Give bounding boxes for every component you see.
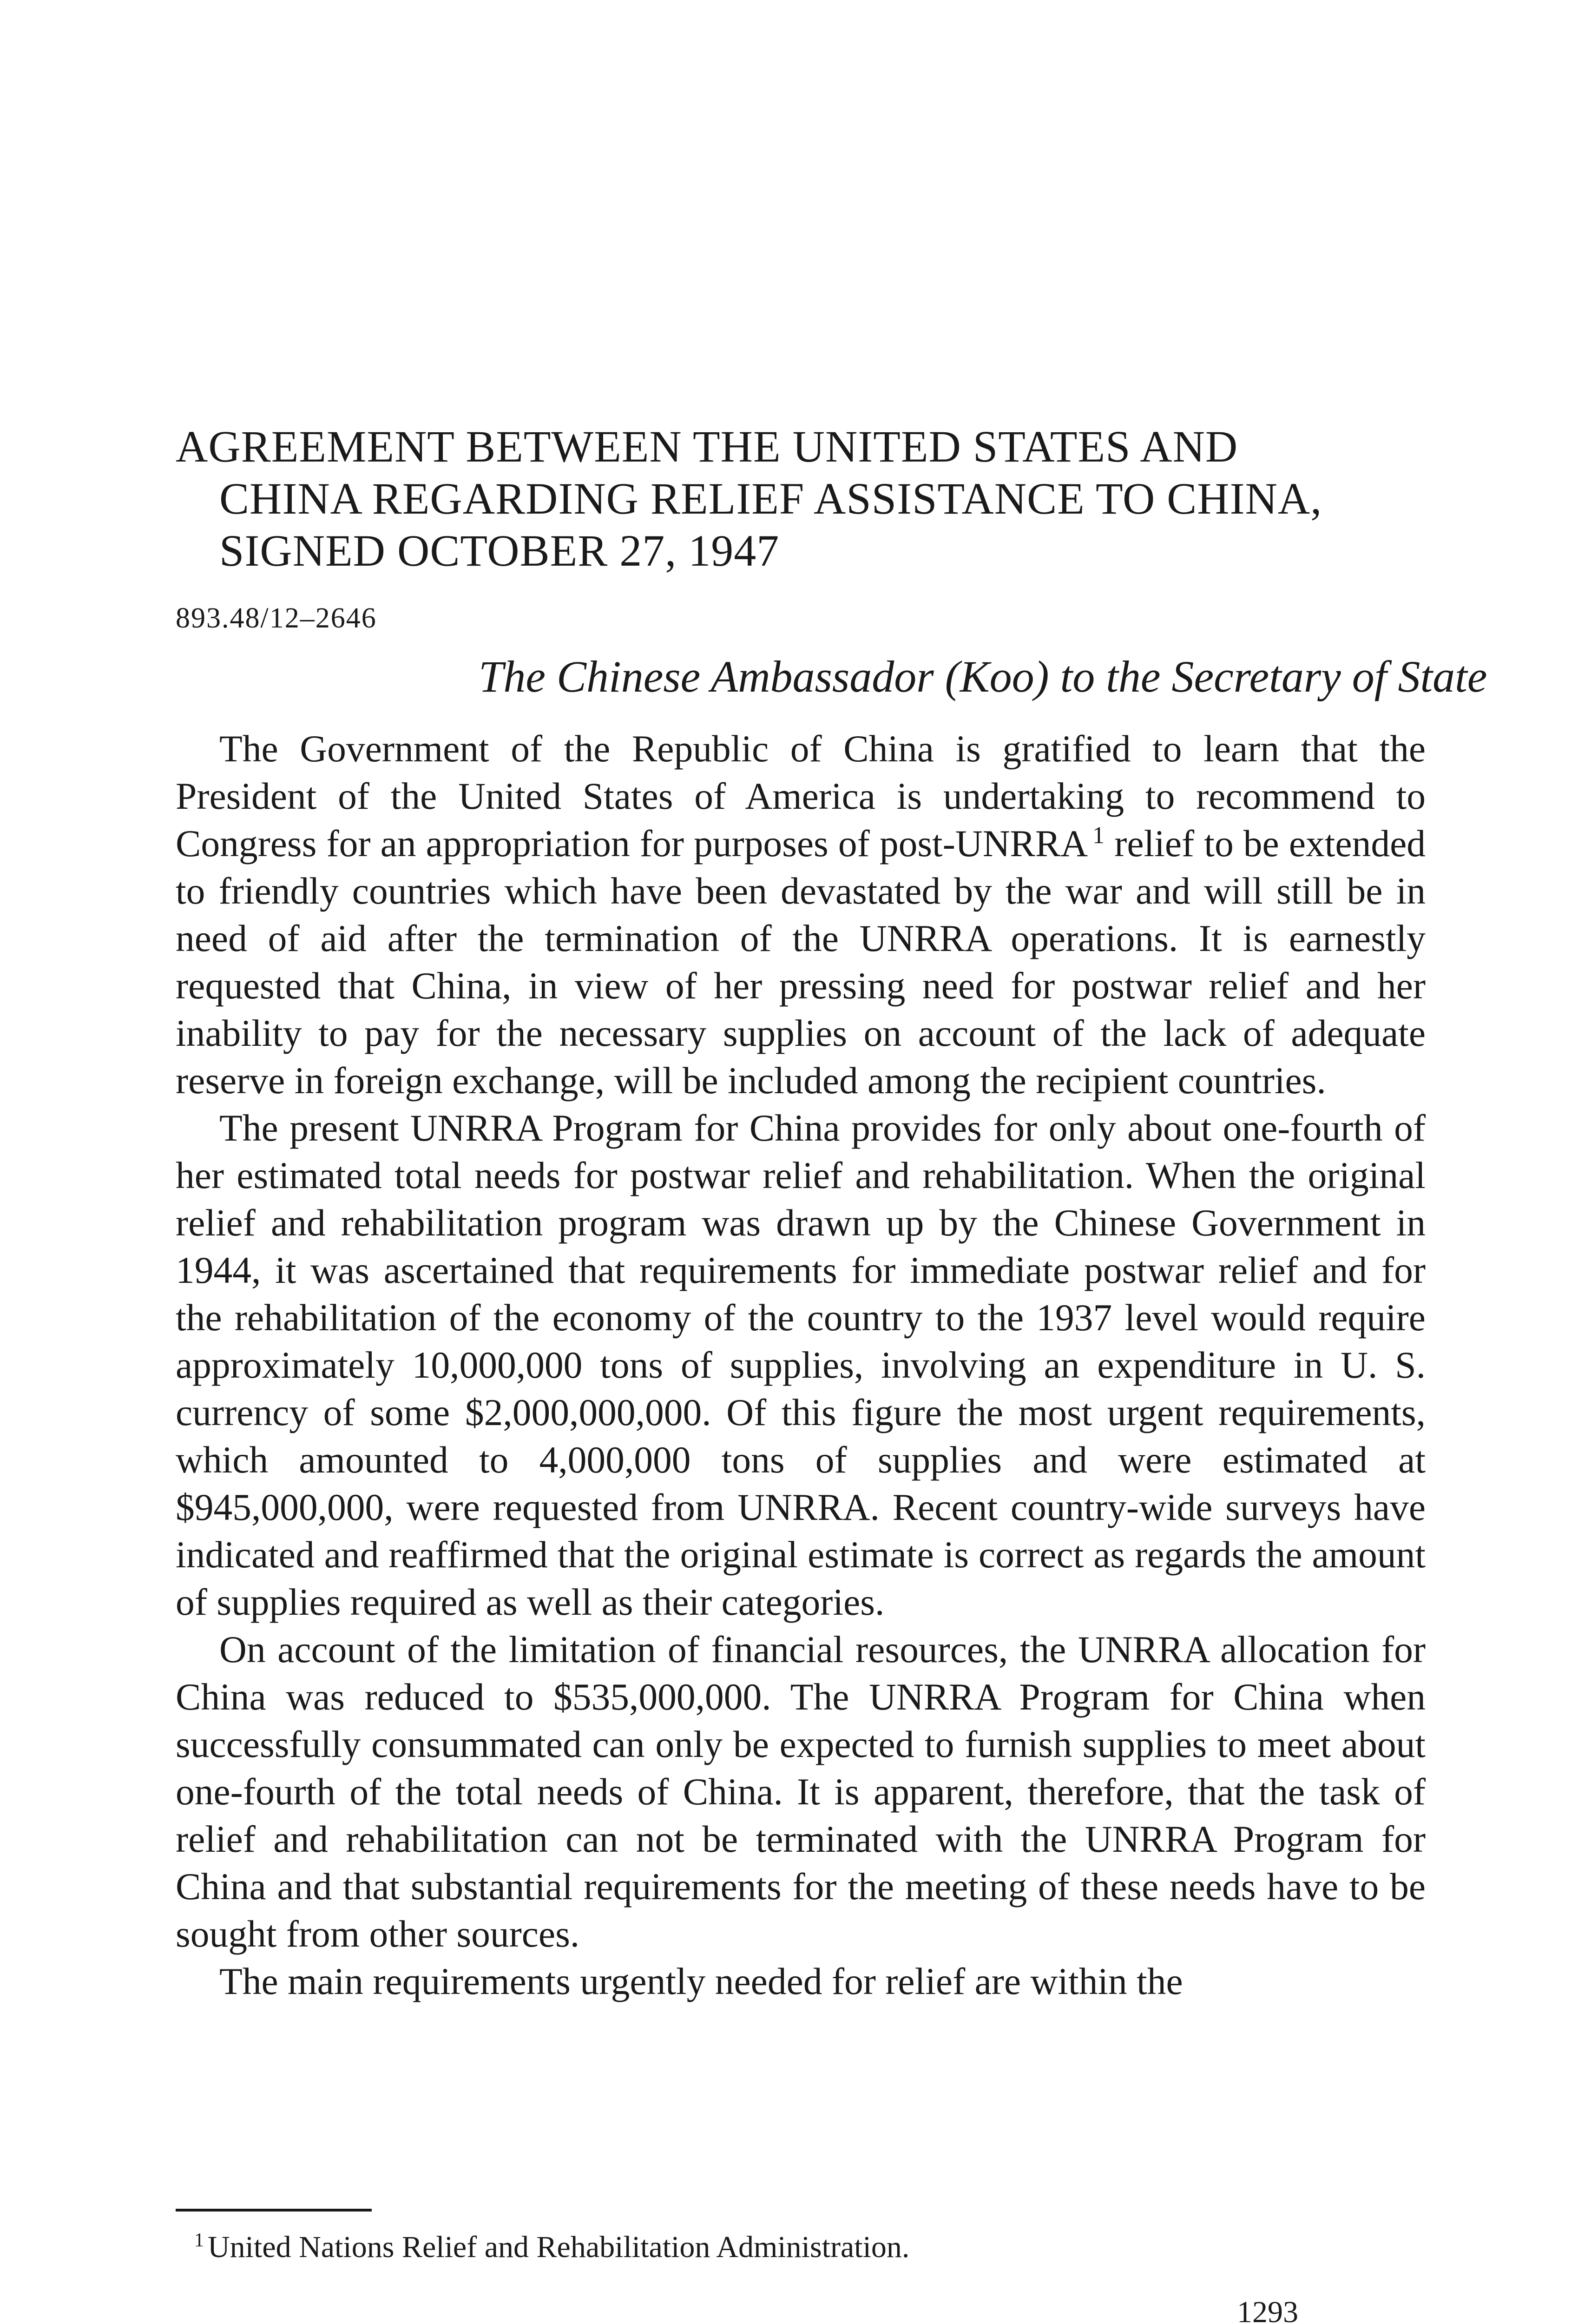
- file-number: 893.48/12–2646: [176, 602, 377, 634]
- document-heading: [176, 421, 1430, 577]
- footnote-reference: 1: [1092, 822, 1105, 849]
- footnote-text: United Nations Relief and Rehabilitation Administration.: [208, 2230, 910, 2264]
- page-number: 1293: [1237, 2295, 1298, 2324]
- heading-line-1: AGREEMENT BETWEEN THE UNITED STATES AND: [176, 422, 1238, 471]
- paragraph-1-text-a: The Government of the Republic of China is gratified to learn that the President of the United States of America is undertaking to recommend to Congress for an appropriation for purposes of post-UNRRA: [176, 727, 1426, 865]
- paragraph-3: On account of the limitation of financial resources, the UNRRA allocation for China was reduced to $535,000,000. The UNRRA Program for China when successfully consummated can only be expected to furnish supplies to meet about one-fourth of the total needs of China. It is apparent, therefore, that the task of relief and rehabilitation can not be terminated with the UNRRA Program for China and that substantial requirements for the meeting of these needs have to be sought from other sources.: [176, 1628, 1426, 1955]
- footnote-mark: 1: [194, 2230, 204, 2251]
- paragraph-4: The main requirements urgently needed for relief are within the: [219, 1960, 1183, 2002]
- letter-body: [176, 725, 1426, 2005]
- paragraph-2: The present UNRRA Program for China provides for only about one-fourth of her estimated total needs for postwar relief and rehabilitation. When the original relief and rehabilitation program was drawn up by the Chinese Government in 1944, it was ascertained that requirements for immediate postwar relief and for the rehabilitation of the economy of the country to the 1937 level would require approximately 10,000,000 tons of supplies, involving an expenditure in U. S. currency of some $2,000,000,000. Of this figure the most urgent requirements, which amounted to 4,000,000 tons of supplies and were estimated at $945,000,000, were requested from UNRRA. Recent country-wide surveys have indicated and reaffirmed that the original estimate is correct as regards the amount of supplies required as well as their categories.: [176, 1107, 1426, 1623]
- paragraph-1: [176, 725, 1426, 1104]
- heading-line-2: CHINA REGARDING RELIEF ASSISTANCE TO CHINA,: [219, 474, 1322, 523]
- heading-line-3: SIGNED OCTOBER 27, 1947: [219, 526, 780, 575]
- footnote-rule: [176, 2209, 372, 2212]
- letter-subheading: The Chinese Ambassador (Koo) to the Secretary of State: [479, 652, 1487, 701]
- paragraph-1-text-b: relief to be extended to friendly countries which have been devastated by the war and will still be in need of aid after the termination of the UNRRA operations. It is earnestly requested that China, in view of her pressing need for postwar relief and her inability to pay for the necessary supplies on account of the lack of adequate reserve in foreign exchange, will be included among the recipient countries.: [176, 822, 1426, 1102]
- footnote: [194, 2229, 909, 2266]
